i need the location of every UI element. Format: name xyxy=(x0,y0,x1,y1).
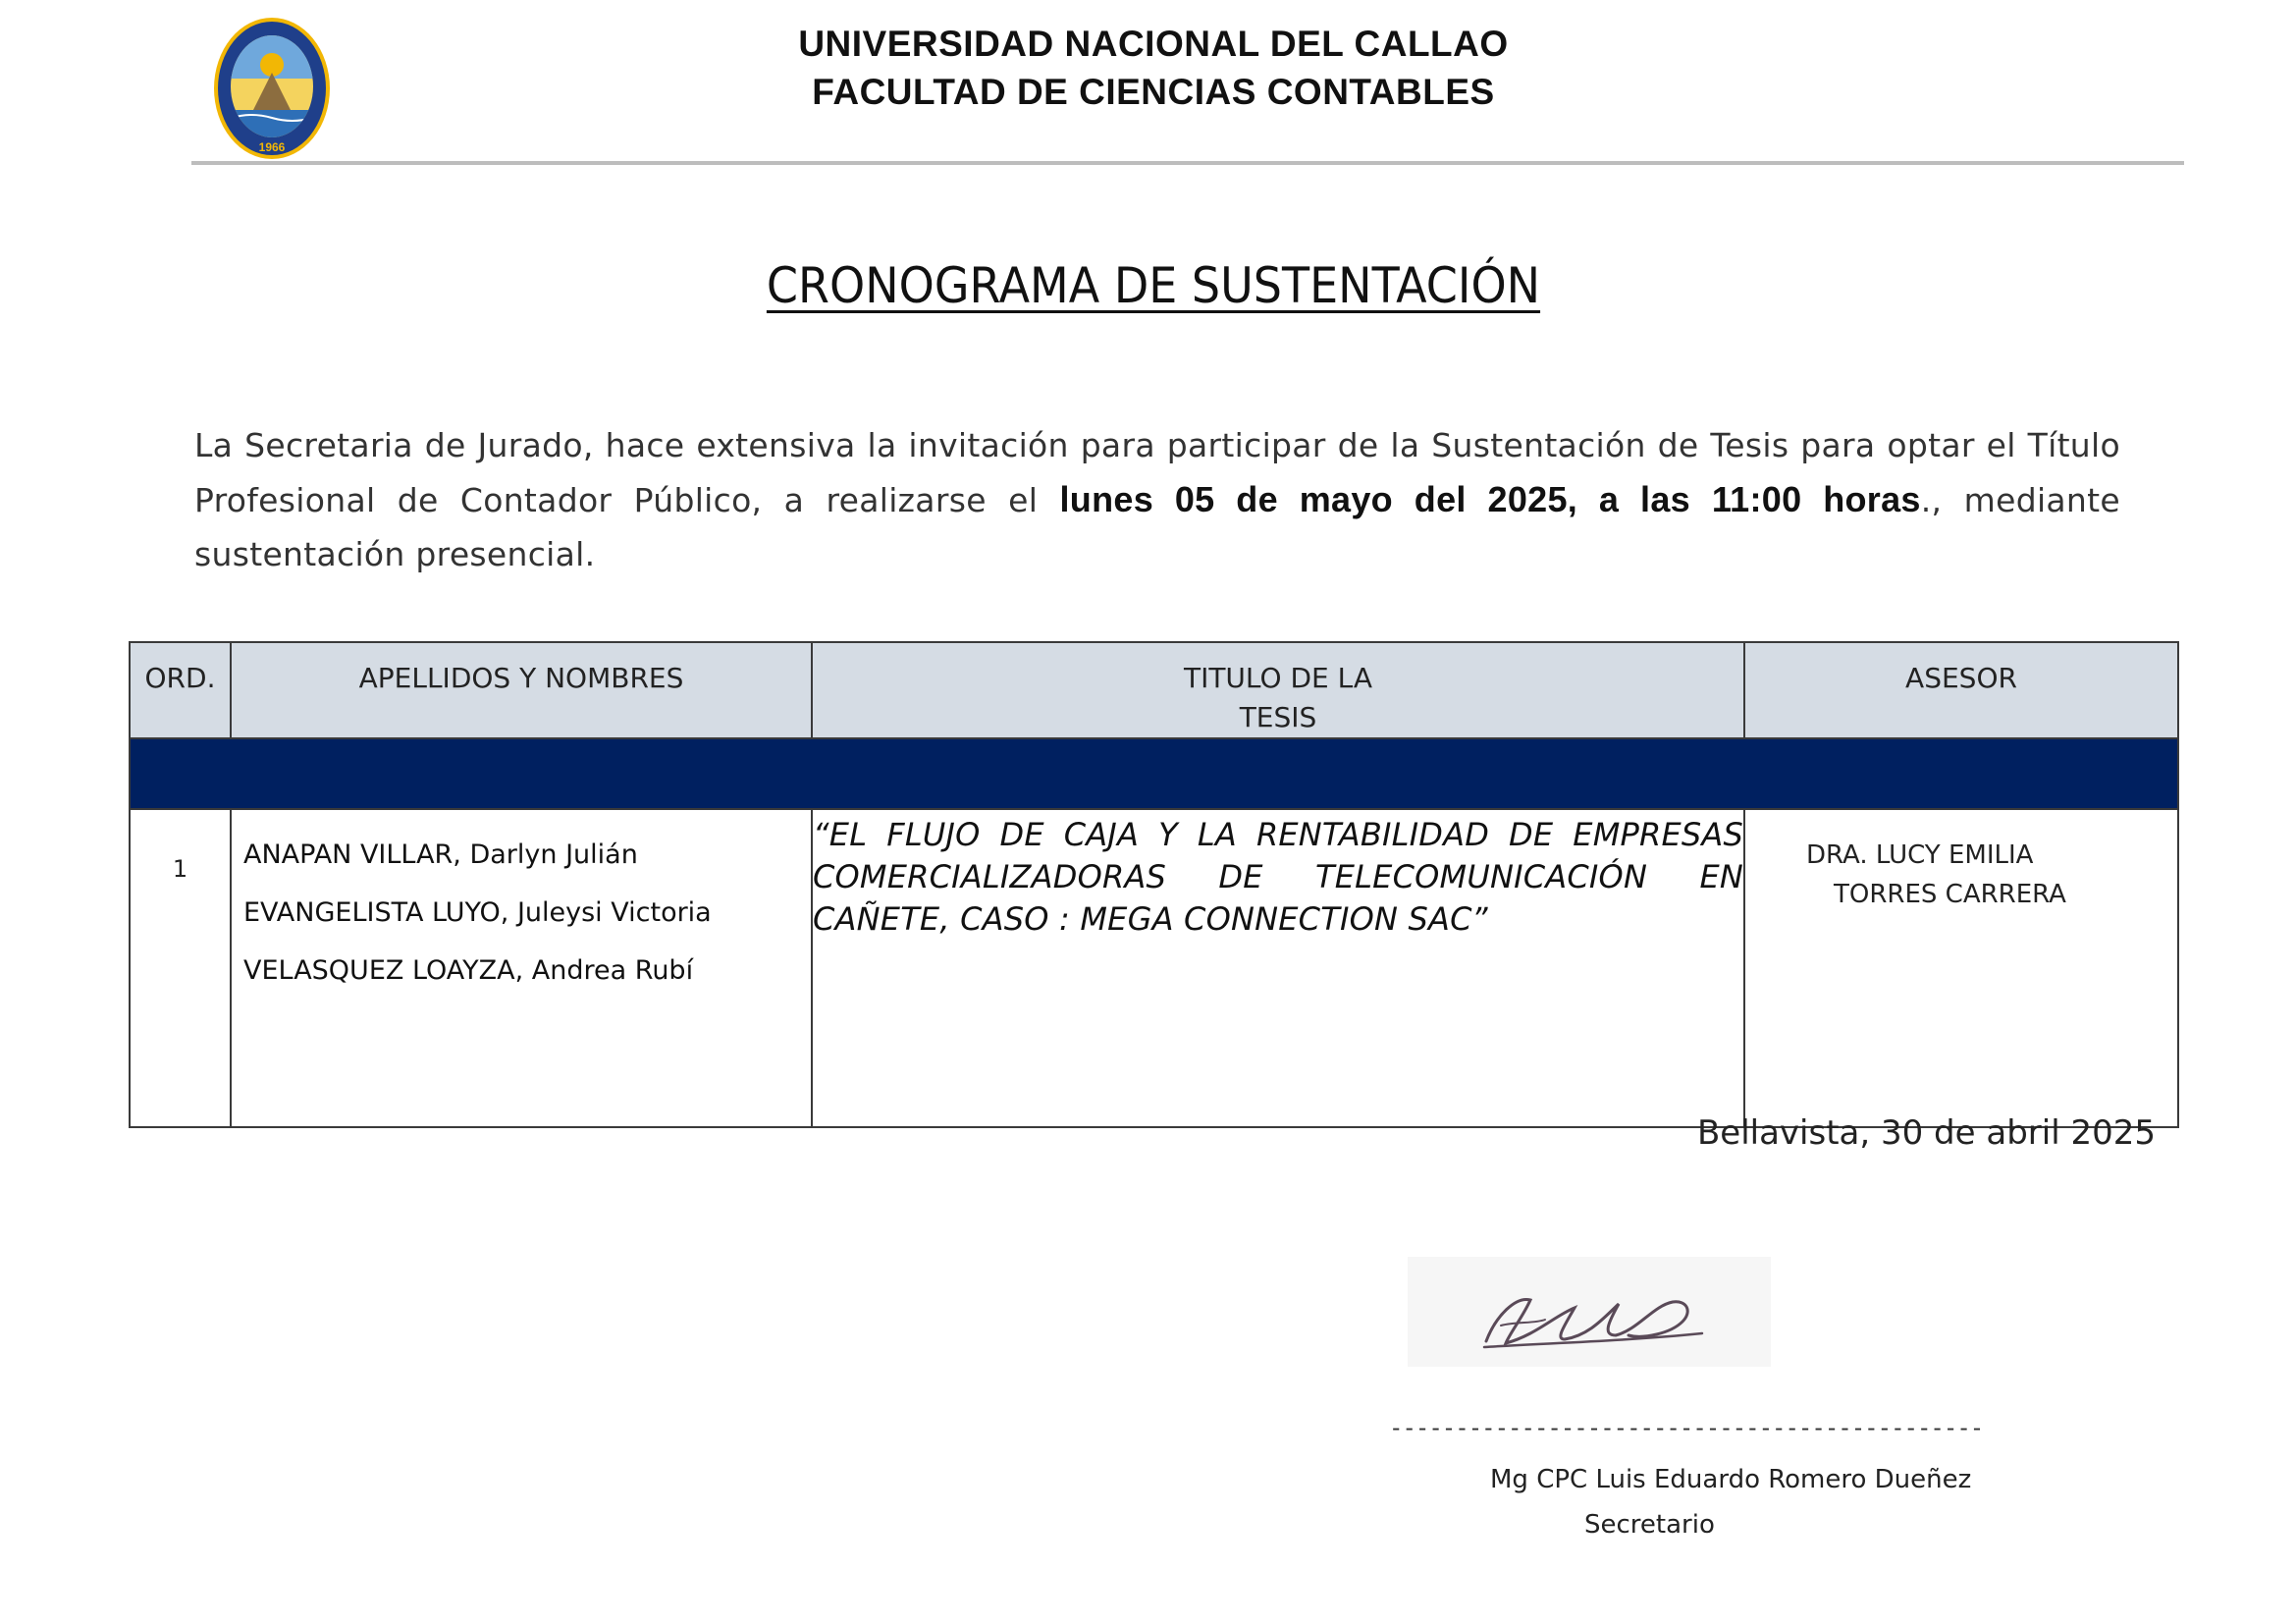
invitation-paragraph xyxy=(194,418,2120,581)
signer-name: Mg CPC Luis Eduardo Romero Dueñez xyxy=(1490,1465,1972,1494)
invitation-text-part2: ., mediante sustentación presencial. xyxy=(194,481,2120,573)
university-seal-icon xyxy=(212,16,332,161)
column-header-names: APELLIDOS Y NOMBRES xyxy=(231,642,812,738)
column-header-adviser: ASESOR xyxy=(1744,642,2178,738)
student-name: EVANGELISTA LUYO, Juleysi Victoria xyxy=(243,897,712,928)
page-title: CRONOGRAMA DE SUSTENTACIÓN xyxy=(766,257,1541,314)
university-name: UNIVERSIDAD NACIONAL DEL CALLAO xyxy=(798,24,1509,64)
student-name: VELASQUEZ LOAYZA, Andrea Rubí xyxy=(243,955,694,986)
handwritten-signature-icon xyxy=(1408,1257,1771,1367)
column-header-thesis-line1: TITULO DE LA xyxy=(1183,662,1373,694)
table-row xyxy=(130,809,2178,1127)
table-band xyxy=(130,738,2178,809)
signer-role: Secretario xyxy=(1584,1510,1715,1540)
logo-year: 1966 xyxy=(258,140,286,154)
row-adviser xyxy=(1744,809,2178,1127)
student-name: ANAPAN VILLAR, Darlyn Julián xyxy=(243,839,638,870)
place-and-date: Bellavista, 30 de abril 2025 xyxy=(1696,1113,2156,1153)
faculty-name: FACULTAD DE CIENCIAS CONTABLES xyxy=(812,72,1495,112)
row-order-number: 1 xyxy=(130,809,231,1127)
invitation-text-part1: La Secretaria de Jurado, hace extensiva la invitación para participar de la Sustentación de Tesis para optar el Título Profesional de Contador Público, a realizarse el xyxy=(194,426,2120,519)
header-divider xyxy=(191,161,2184,165)
signature-line: --------------------------------------------- xyxy=(1389,1414,1984,1441)
column-header-thesis-line2: TESIS xyxy=(1239,701,1317,733)
column-header-ord: ORD. xyxy=(130,642,231,738)
adviser-name-line1: DRA. LUCY EMILIA xyxy=(1806,840,2034,870)
table-header-row xyxy=(130,642,2178,738)
row-student-names xyxy=(231,809,812,1127)
column-header-thesis xyxy=(812,642,1744,738)
adviser-name-line2: TORRES CARRERA xyxy=(1834,880,2066,909)
invitation-date-time: lunes 05 de mayo del 2025, a las 11:00 horas xyxy=(1059,479,1921,519)
table-band-row xyxy=(130,738,2178,809)
row-thesis-title: “EL FLUJO DE CAJA Y LA RENTABILIDAD DE EMPRESAS COMERCIALIZADORAS DE TELECOMUNICACIÓN EN CAÑETE, CASO : MEGA CONNECTION SAC” xyxy=(812,809,1744,1127)
schedule-table xyxy=(129,641,2179,1128)
